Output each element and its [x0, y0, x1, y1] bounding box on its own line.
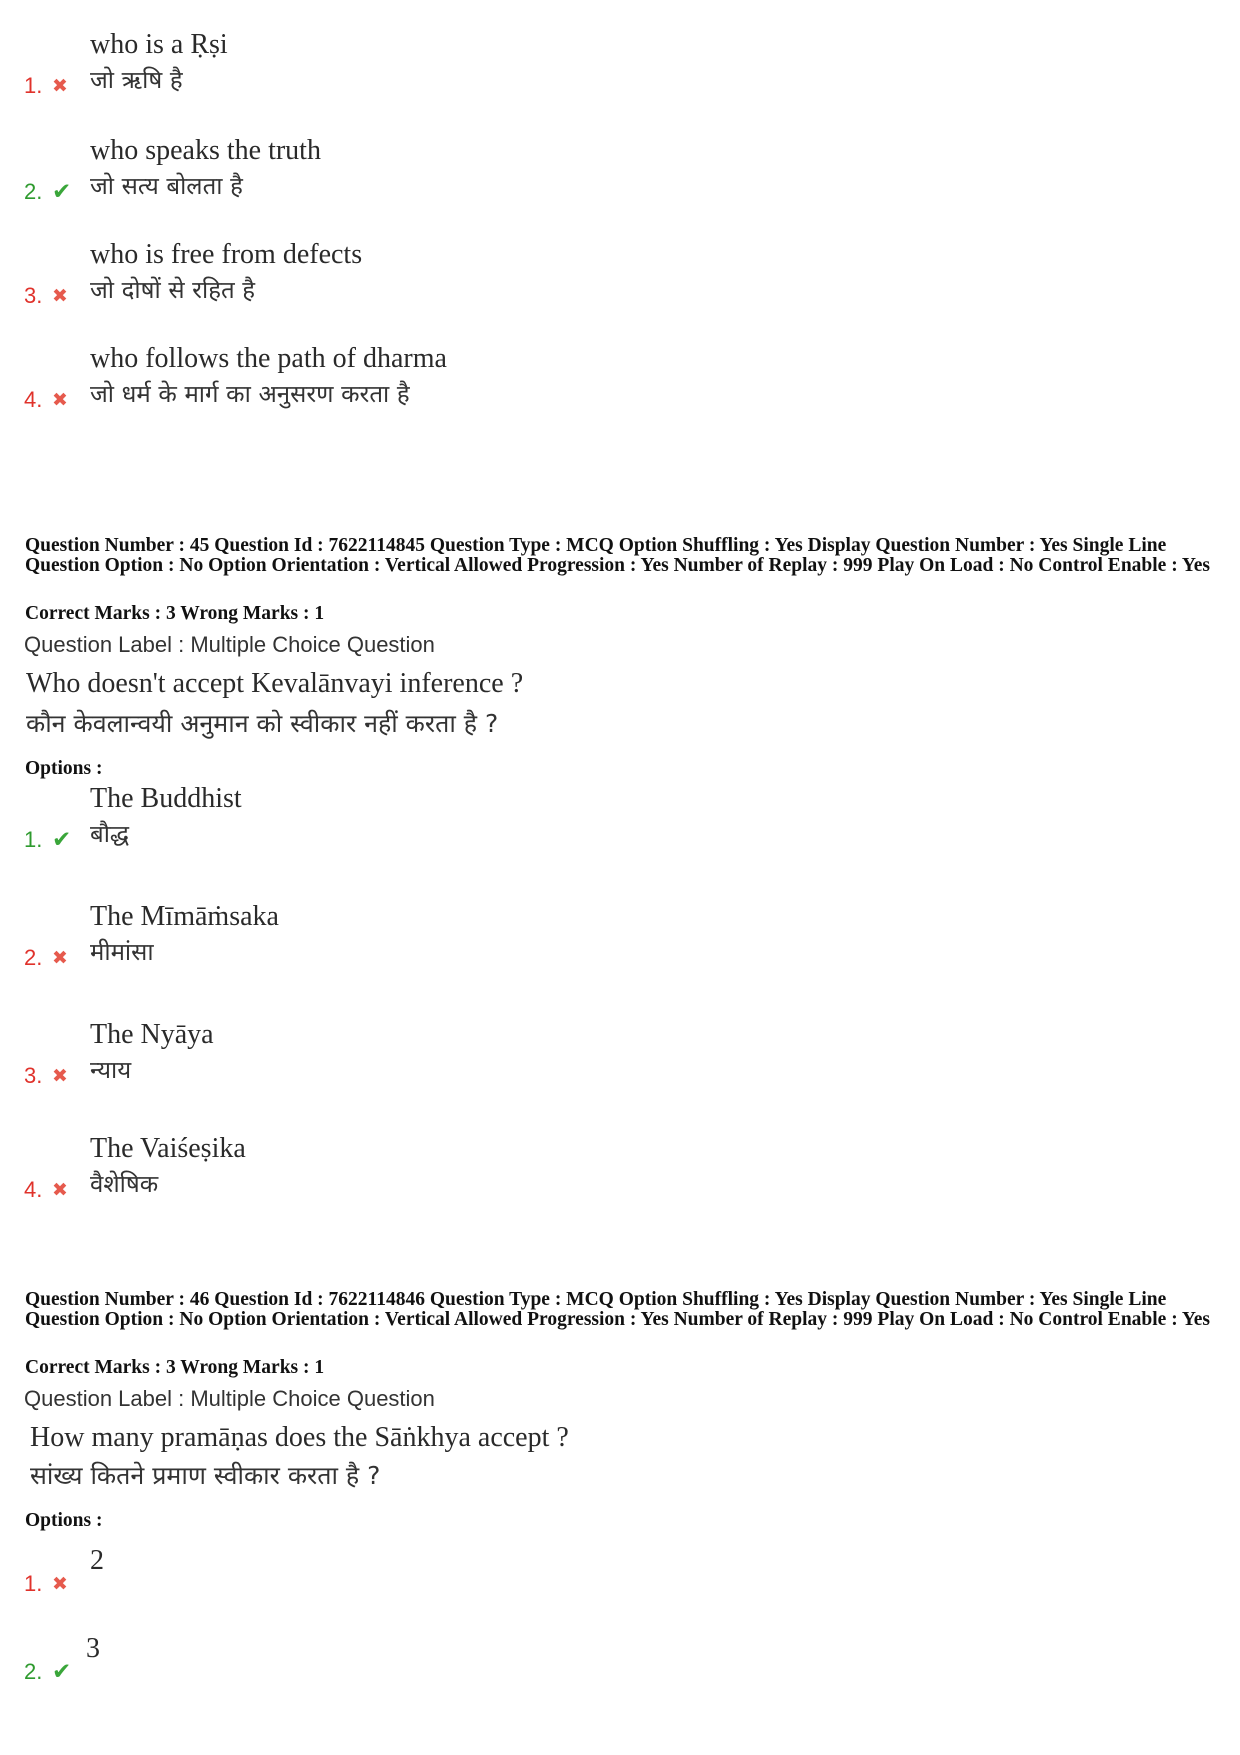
- option-text-english: The Nyāya: [90, 1019, 214, 1050]
- option-item: [0, 1632, 1240, 1742]
- check-icon: ✔: [52, 1659, 72, 1685]
- option-number: 3.: [24, 1063, 43, 1088]
- option-text-hindi: मीमांसा: [90, 938, 154, 966]
- check-icon: ✔: [52, 827, 72, 853]
- option-item: [0, 238, 1240, 348]
- option-text-english: The Vaiśeṣika: [90, 1133, 246, 1164]
- option-item: [0, 1018, 1240, 1128]
- question-label: Question Label : Multiple Choice Question: [24, 1386, 435, 1411]
- question-text-english: How many pramāṇas does the Sāṅkhya accept ?: [30, 1422, 569, 1453]
- option-number: 1.: [24, 1571, 43, 1596]
- question-meta: Question Number : 46 Question Id : 7622114846 Question Type : MCQ Option Shuffling : Yes Display Question Number : Yes Single Line Question Option : No Option Orientation : Vertical Allowed Progression : Yes Number of Replay : 999 Play On Load : No Control Enable : Yes: [25, 1289, 1211, 1330]
- cross-icon: ✖: [52, 1573, 68, 1595]
- cross-icon: ✖: [52, 1065, 68, 1087]
- option-text-hindi: वैशेषिक: [90, 1170, 159, 1198]
- question-text-hindi: सांख्य कितने प्रमाण स्वीकार करता है ?: [30, 1461, 381, 1490]
- option-text-english: who is free from defects: [90, 239, 363, 270]
- option-number: 2.: [24, 945, 43, 970]
- option-text-hindi: जो दोषों से रहित है: [90, 276, 256, 304]
- option-text-hindi: जो धर्म के मार्ग का अनुसरण करता है: [90, 380, 410, 408]
- question-meta: Question Number : 45 Question Id : 7622114845 Question Type : MCQ Option Shuffling : Yes Display Question Number : Yes Single Line Question Option : No Option Orientation : Vertical Allowed Progression : Yes Number of Replay : 999 Play On Load : No Control Enable : Yes: [25, 535, 1211, 576]
- option-item: [0, 342, 1240, 452]
- option-text-hindi: जो ऋषि है: [90, 66, 183, 94]
- option-item: [0, 782, 1240, 892]
- option-number: 4.: [24, 387, 43, 412]
- cross-icon: ✖: [52, 75, 68, 97]
- option-text-english: The Buddhist: [90, 783, 242, 814]
- option-number: 4.: [24, 1177, 43, 1202]
- option-item: [0, 1132, 1240, 1242]
- option-number: 2.: [24, 179, 43, 204]
- question-text-hindi: कौन केवलान्वयी अनुमान को स्वीकार नहीं करता है ?: [26, 709, 499, 738]
- option-item: [0, 900, 1240, 1010]
- option-text-english: who is a Ṛṣi: [90, 29, 228, 60]
- cross-icon: ✖: [52, 1179, 68, 1201]
- option-item: [0, 134, 1240, 244]
- option-text-english: who follows the path of dharma: [90, 343, 447, 374]
- option-number: 1.: [24, 73, 43, 98]
- option-number: 2.: [24, 1659, 43, 1684]
- check-icon: ✔: [52, 179, 72, 205]
- cross-icon: ✖: [52, 389, 68, 411]
- question-marks: Correct Marks : 3 Wrong Marks : 1: [25, 1357, 325, 1378]
- question-text-english: Who doesn't accept Kevalānvayi inference ?: [26, 668, 524, 699]
- question-marks: Correct Marks : 3 Wrong Marks : 1: [25, 603, 325, 624]
- cross-icon: ✖: [52, 947, 68, 969]
- option-text-english: 2: [90, 1545, 104, 1576]
- option-text-hindi: जो सत्य बोलता है: [90, 172, 243, 200]
- option-text-hindi: बौद्ध: [90, 820, 130, 848]
- option-text-english: who speaks the truth: [90, 135, 321, 166]
- options-heading: Options :: [25, 1510, 103, 1531]
- option-number: 1.: [24, 827, 43, 852]
- option-item: [0, 28, 1240, 138]
- option-text-english: The Mīmāṁsaka: [90, 901, 279, 932]
- options-heading: Options :: [25, 758, 103, 779]
- option-text-english: 3: [86, 1633, 100, 1664]
- option-text-hindi: न्याय: [90, 1056, 132, 1084]
- option-number: 3.: [24, 283, 43, 308]
- cross-icon: ✖: [52, 285, 68, 307]
- question-label: Question Label : Multiple Choice Question: [24, 632, 435, 657]
